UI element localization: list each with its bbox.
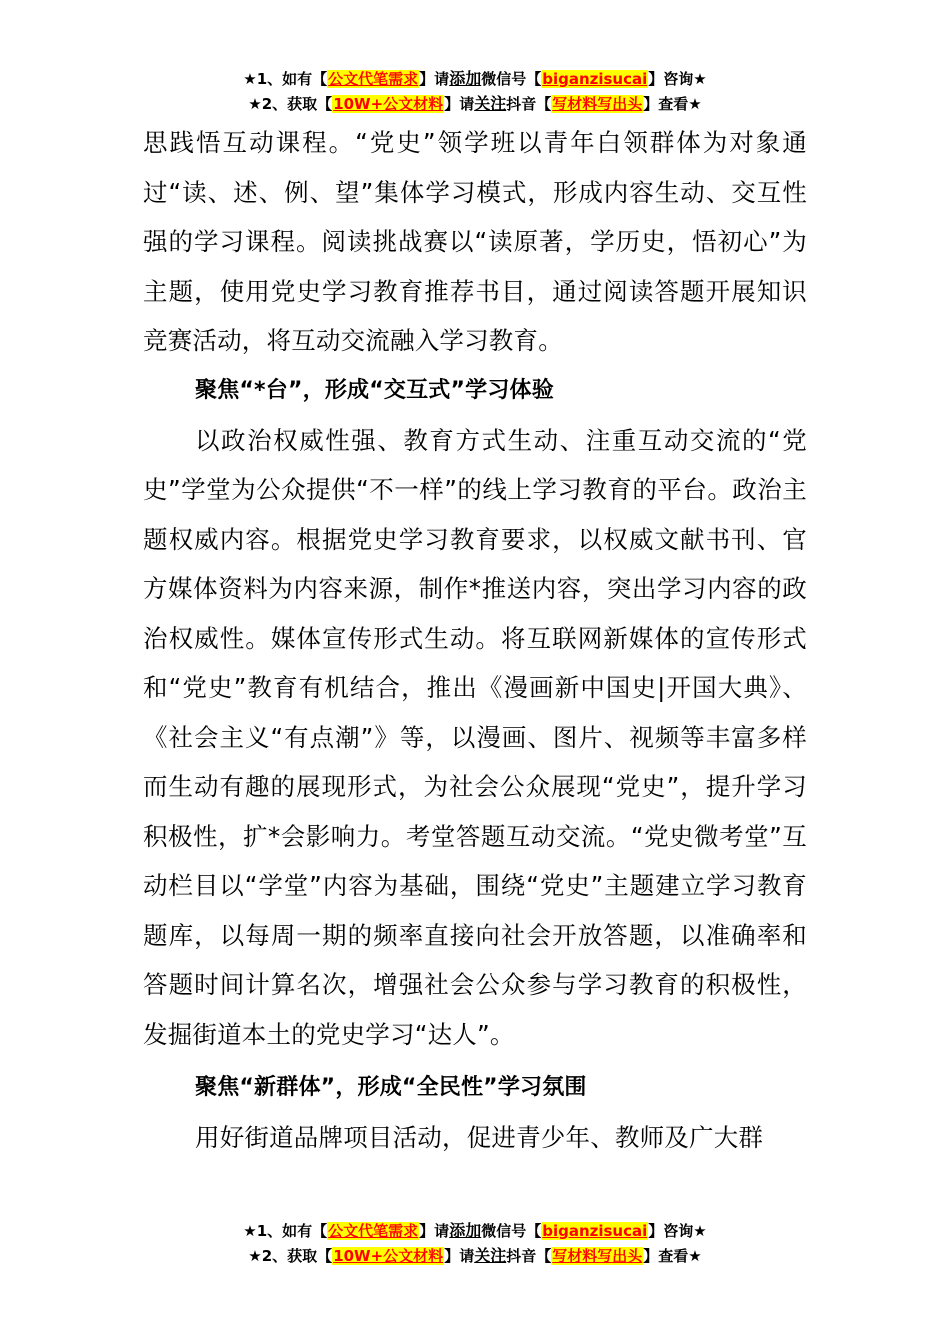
highlight-service: 公文代笔需求 (328, 70, 419, 88)
banner-underlined: 添加 (449, 69, 482, 88)
highlight-materials: 10W+公文材料 (333, 1247, 444, 1265)
banner-line-2 (0, 91, 950, 116)
footer-banner (0, 1218, 950, 1268)
banner-text: 】查看★ (643, 95, 702, 113)
banner-line-1 (0, 1218, 950, 1243)
banner-line-2 (0, 1243, 950, 1268)
banner-text: 】咨询★ (648, 1222, 707, 1240)
banner-text: 微信号【 (481, 70, 542, 88)
section-heading-new-groups: 聚焦“新群体”，形成“全民性”学习氛围 (195, 1075, 587, 1100)
paragraph-2: 以政治权威性强、教育方式生动、注重互动交流的“党史”学堂为公众提供“不一样”的线上学习教育的平台。政治主题权威内容。根据党史学习教育要求，以权威文献书刊、官方媒体资料为内容来源，制作*推送内容，突出学习内容的政治权威性。媒体宣传形式生动。将互联网新媒体的宣传形式和“党史”教育有机结合，推出《漫画新中国史|开国大典》、《社会主义“有点潮”》等，以漫画、图片、视频等丰富多样而生动有趣的展现形式，为社会公众展现“党史”，提升学习积极性，扩*会影响力。考堂答题互动交流。“党史微考堂”互动栏目以“学堂”内容为基础，围绕“党史”主题建立学习教育题库，以每周一期的频率直接向社会开放答题，以准确率和答题时间计算名次，增强社会公众参与学习教育的积极性，发掘街道本土的党史学习“达人”。 (143, 425, 807, 1049)
paragraph-3: 用好街道品牌项目活动，促进青少年、教师及广大群 (195, 1123, 764, 1152)
banner-text: ★2、获取【 (248, 95, 333, 113)
highlight-douyin-account: 写材料写出头 (552, 1247, 643, 1265)
paragraph-1: 思践悟互动课程。“党史”领学班以青年白领群体为对象通过“读、述、例、望”集体学习模式，形成内容生动、交互性强的学习课程。阅读挑战赛以“读原著，学历史，悟初心”为主题，使用党史学习教育推荐书目，通过阅读答题开展知识竞赛活动，将互动交流融入学习教育。 (143, 128, 807, 355)
highlight-wechat-id: biganzisucai (542, 1222, 648, 1240)
section-heading-interactive: 聚焦“*台”，形成“交互式”学习体验 (195, 377, 554, 403)
banner-line-1 (0, 66, 950, 91)
banner-text: 】查看★ (643, 1247, 702, 1265)
highlight-douyin-account: 写材料写出头 (552, 95, 643, 113)
banner-text: ★1、如有【 (243, 1222, 328, 1240)
banner-text: 】请 (444, 1247, 475, 1265)
header-banner (0, 66, 950, 116)
banner-underlined: 关注 (474, 1246, 507, 1265)
banner-underlined: 关注 (474, 94, 507, 113)
banner-text: 】咨询★ (648, 70, 707, 88)
banner-text: 抖音【 (506, 95, 552, 113)
highlight-service: 公文代笔需求 (328, 1222, 419, 1240)
banner-underlined: 添加 (449, 1221, 482, 1240)
banner-text: 】请 (444, 95, 475, 113)
banner-text: 】请 (419, 1222, 450, 1240)
banner-text: ★1、如有【 (243, 70, 328, 88)
highlight-materials: 10W+公文材料 (333, 95, 444, 113)
banner-text: 抖音【 (506, 1247, 552, 1265)
highlight-wechat-id: biganzisucai (542, 70, 648, 88)
banner-text: 微信号【 (481, 1222, 542, 1240)
banner-text: ★2、获取【 (248, 1247, 333, 1265)
document-body (143, 118, 807, 1163)
banner-text: 】请 (419, 70, 450, 88)
